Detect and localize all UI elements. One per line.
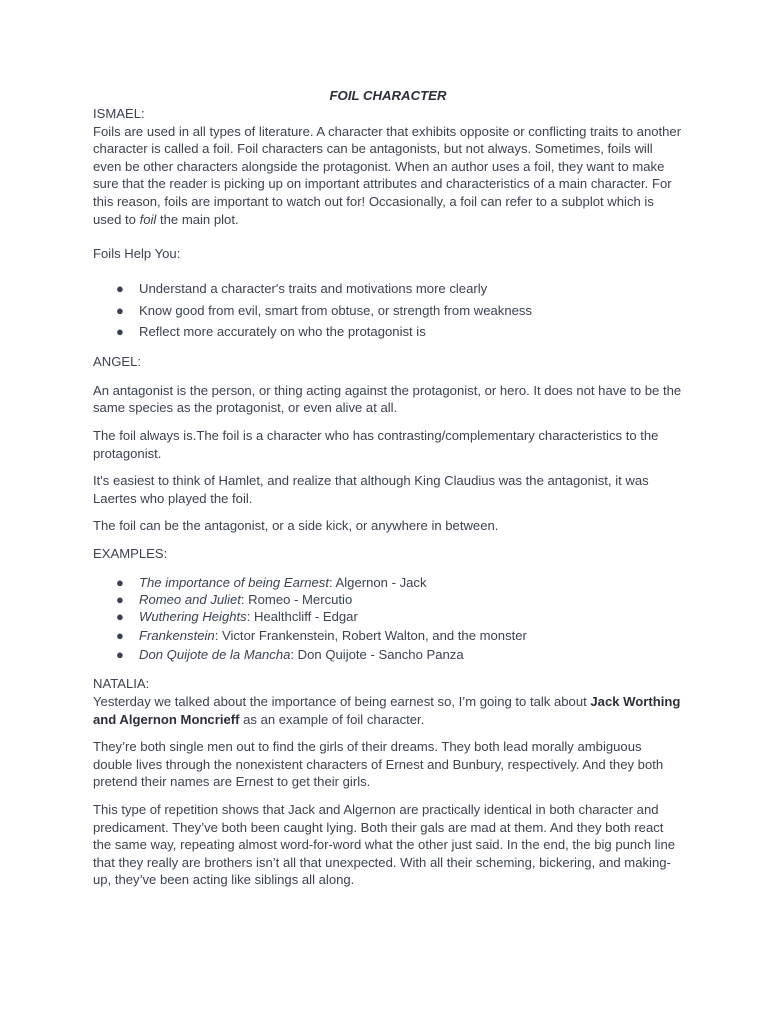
angel-paragraph-2: The foil always is.The foil is a character who has contrasting/complementary characteristics to the protagonist. — [93, 427, 659, 461]
bullet-icon: ● — [116, 575, 124, 591]
example-pair: : Victor Frankenstein, Robert Walton, and the monster — [214, 628, 527, 644]
ismael-paragraph-text-b: the main plot. — [156, 211, 239, 227]
list-item — [93, 574, 683, 591]
natalia-paragraph-1-text-a: Yesterday we talked about the importance of being earnest so, I’m going to talk about — [93, 694, 591, 710]
examples-list — [93, 574, 683, 665]
list-item — [93, 608, 683, 627]
list-item — [93, 323, 683, 345]
list-item-text: Understand a character's traits and motivations more clearly — [139, 280, 488, 296]
section-label-angel: ANGEL: — [93, 354, 142, 370]
ismael-paragraph — [93, 123, 683, 229]
natalia-paragraph-2: They’re both single men out to find the girls of their dreams. They both lead morally ambiguous double lives through the nonexistent characters of Ernest and Bunbury, respectively. And they both pretend their names are Ernest to get their girls. — [93, 739, 664, 790]
document-body — [93, 87, 683, 889]
bullet-icon: ● — [116, 628, 124, 644]
bullet-icon: ● — [116, 302, 124, 318]
list-item — [93, 627, 683, 646]
examples-label: EXAMPLES: — [93, 545, 168, 561]
list-item — [93, 280, 683, 302]
angel-paragraph-1: An antagonist is the person, or thing acting against the protagonist, or hero. It does not have to be the same species as the protagonist, or even alive at all. — [93, 382, 682, 416]
list-item-text: Reflect more accurately on who the protagonist is — [139, 324, 426, 340]
page-title: FOIL CHARACTER — [329, 88, 447, 103]
foils-help-list — [93, 280, 683, 345]
bullet-icon: ● — [116, 592, 124, 608]
natalia-paragraph-1-bold: Jack Worthing and Algernon Moncrieff — [93, 694, 681, 727]
natalia-paragraph-1 — [93, 693, 683, 728]
list-item — [93, 302, 683, 324]
list-item — [93, 591, 683, 608]
section-label-natalia: NATALIA: — [93, 676, 150, 692]
bullet-icon: ● — [116, 324, 124, 340]
example-pair: : Don Quijote - Sancho Panza — [290, 647, 464, 663]
example-work-title: Romeo and Juliet — [139, 592, 241, 608]
example-pair: : Algernon - Jack — [328, 575, 427, 591]
example-work-title: Don Quijote de la Mancha — [139, 647, 291, 663]
ismael-paragraph-italic: foil — [139, 211, 157, 227]
example-work-title: Wuthering Heights — [139, 609, 247, 625]
example-pair: : Romeo - Mercutio — [240, 592, 353, 608]
example-work-title: Frankenstein — [139, 628, 215, 644]
list-item — [93, 646, 683, 665]
natalia-paragraph-1-text-b: as an example of foil character. — [239, 711, 425, 727]
angel-paragraph-3: It's easiest to think of Hamlet, and realize that although King Claudius was the antagonist, it was Laertes who played the foil. — [93, 473, 649, 506]
bullet-icon: ● — [116, 609, 124, 625]
foils-help-label: Foils Help You: — [93, 246, 181, 262]
natalia-paragraph-3: This type of repetition shows that Jack and Algernon are practically identical in both character and predicament. They’ve both been caught lying. Both their gals are mad at them. And they both react the same way, repeating almost word-for-word what the other just said. In the end, the big punch line that they really are brothers isn’t all that unexpected. With all their scheming, bickering, and making-up, they’ve been acting like siblings all along. — [93, 802, 676, 888]
example-work-title: The importance of being Earnest — [139, 575, 329, 591]
list-item-text: Know good from evil, smart from obtuse, or strength from weakness — [139, 302, 532, 318]
section-label-ismael: ISMAEL: — [93, 106, 145, 121]
angel-paragraph-4: The foil can be the antagonist, or a side kick, or anywhere in between. — [93, 518, 499, 534]
bullet-icon: ● — [116, 280, 124, 296]
ismael-paragraph-text-a: Foils are used in all types of literature. A character that exhibits opposite or conflicting traits to another character is called a foil. Foil characters can be antagonists, but not always. Sometimes, foils will even be other characters alongside the protagonist. When an author uses a foil, they want to make sure that the reader is picking up on important attributes and characteristics of a main character. For this reason, foils are important to watch out for! Occasionally, a foil can refer to a subplot which is used to — [93, 123, 682, 227]
bullet-icon: ● — [116, 647, 124, 663]
example-pair: : Healthcliff - Edgar — [246, 609, 358, 625]
